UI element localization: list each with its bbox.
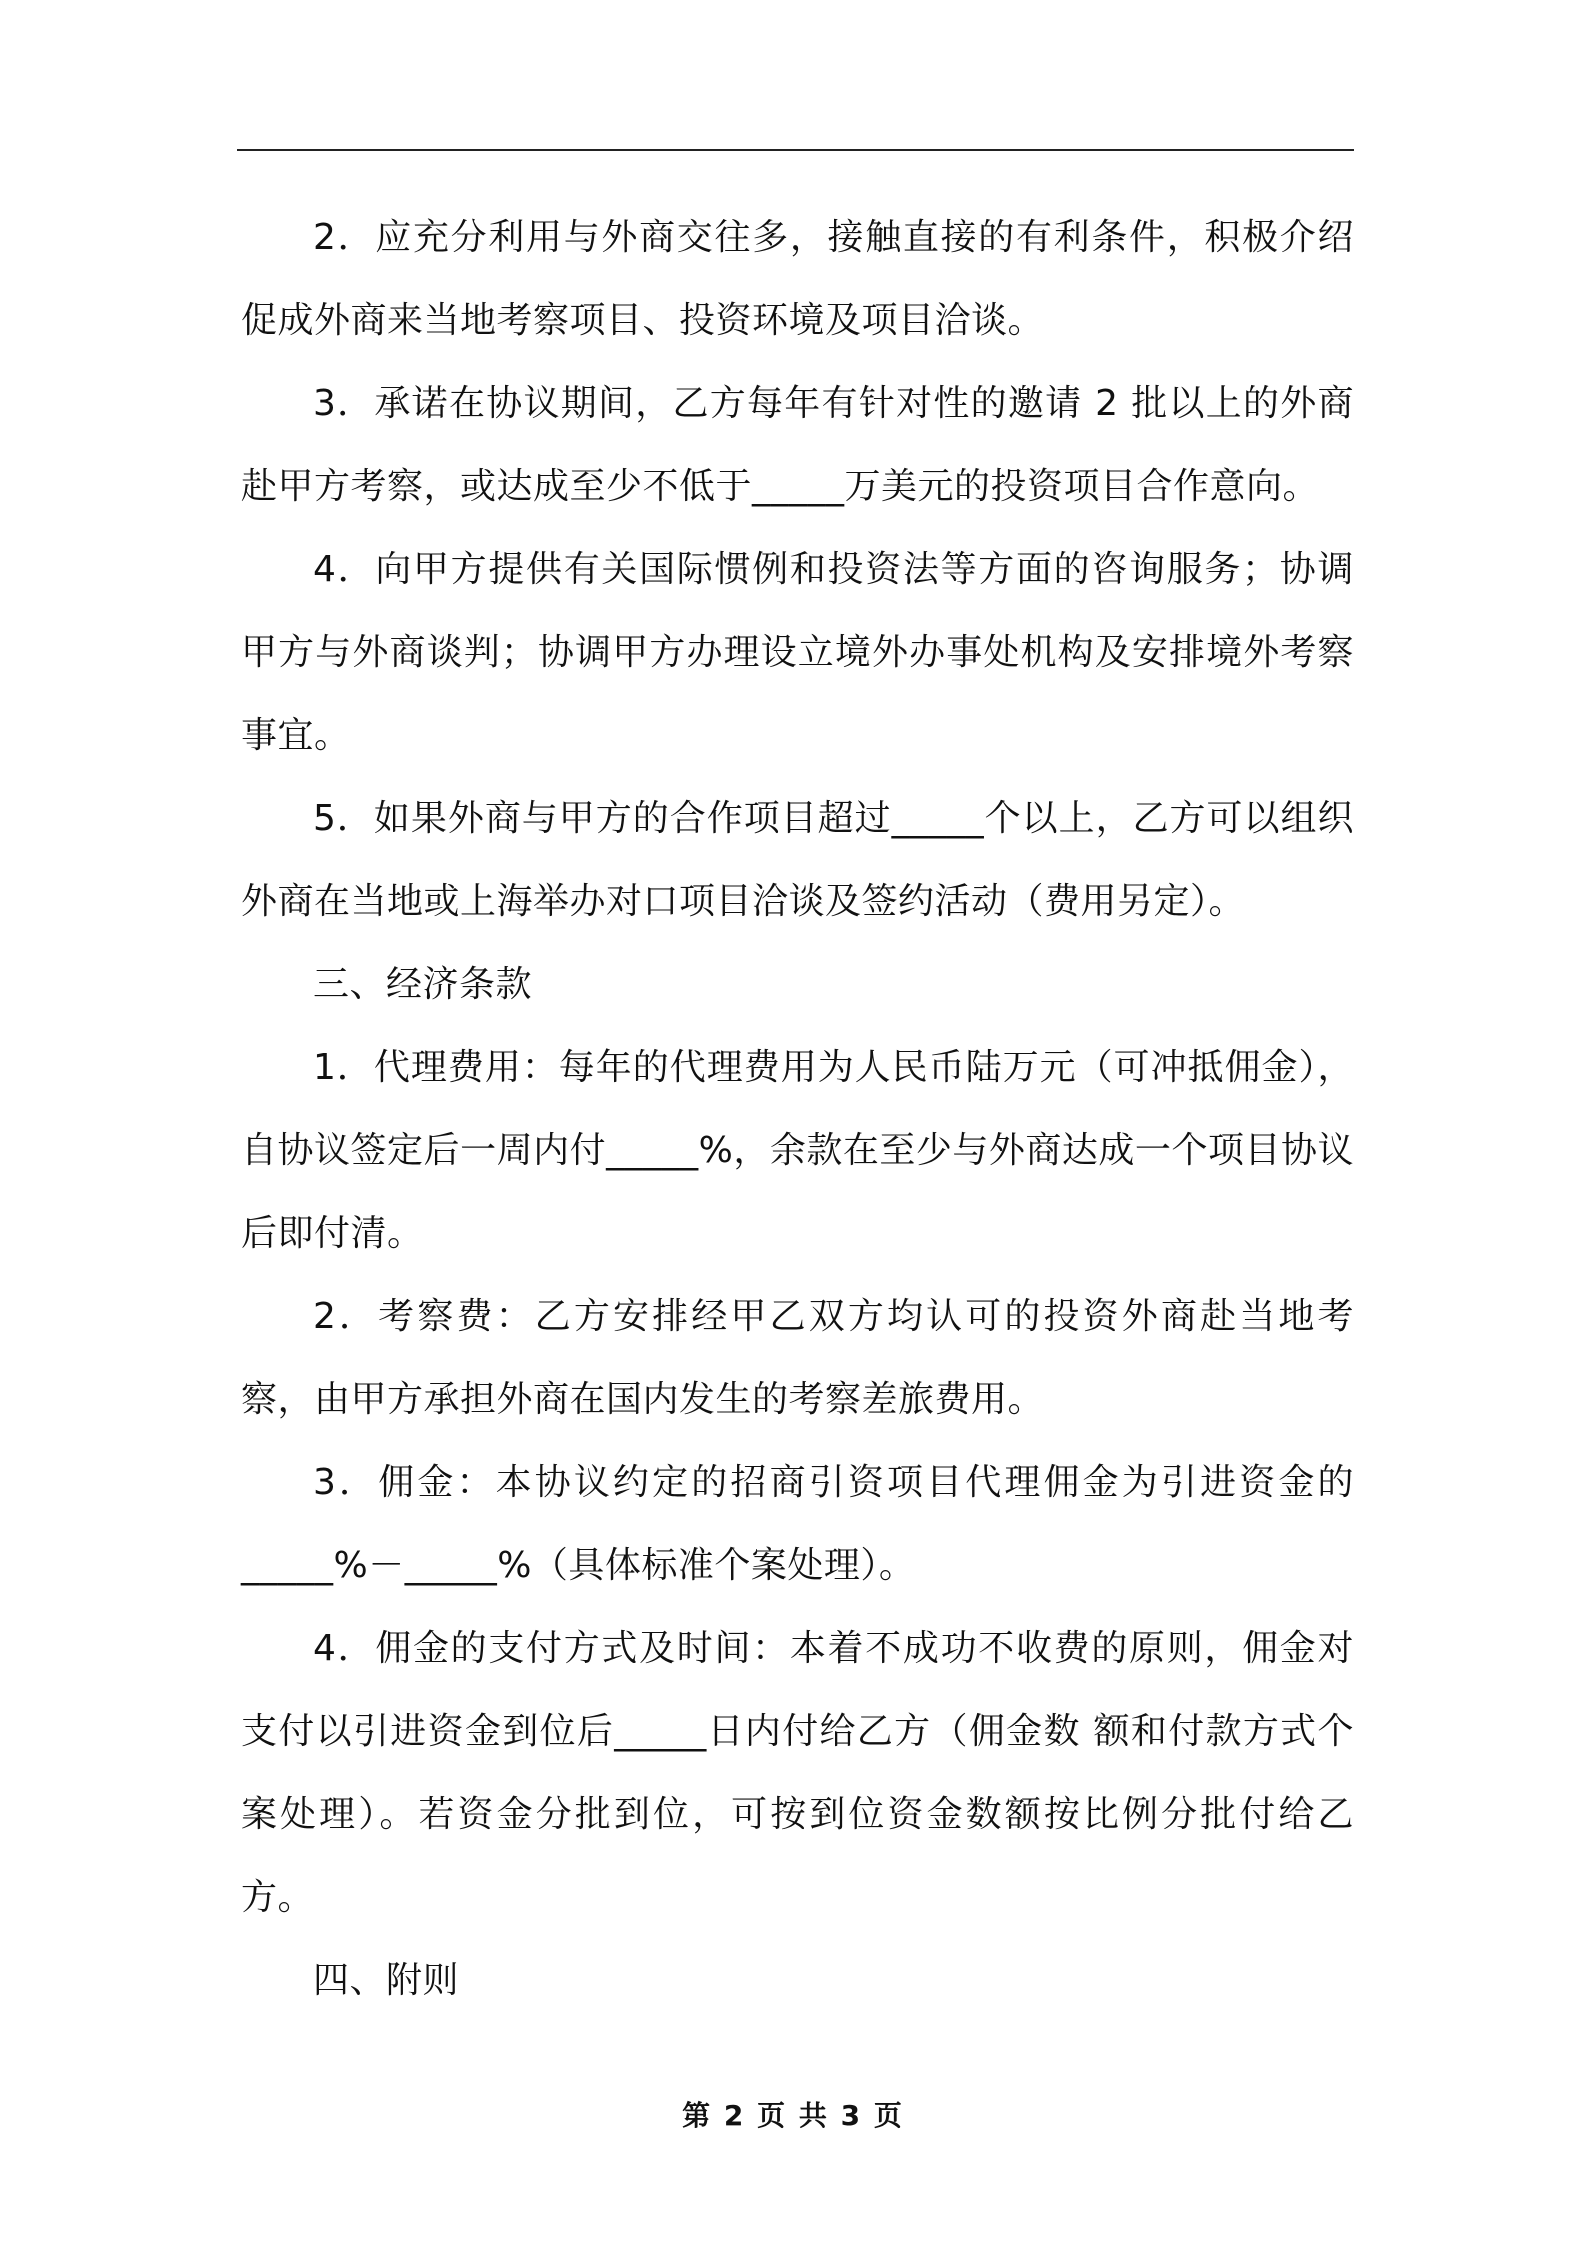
section-heading-supplementary: 四、附则 bbox=[313, 1960, 460, 2001]
paragraph-commission: 3．佣金：本协议约定的招商引资项目代理佣金为引进资金的_____%－_____%（具体标准个案处理）。 bbox=[241, 1462, 1354, 1586]
paragraph-agency-fee: 1．代理费用：每年的代理费用为人民币陆万元（可冲抵佣金），自协议签定后一周内付_____%，余款在至少与外商达成一个项目协议后即付清。 bbox=[241, 1047, 1354, 1254]
paragraph-inspection-fee: 2．考察费：乙方安排经甲乙双方均认可的投资外商赴当地考察，由甲方承担外商在国内发生的考察差旅费用。 bbox=[241, 1296, 1354, 1420]
section-heading-economic-terms: 三、经济条款 bbox=[313, 964, 533, 1005]
paragraph-item-5: 5．如果外商与甲方的合作项目超过_____个以上，乙方可以组织外商在当地或上海举办对口项目洽谈及签约活动（费用另定）。 bbox=[241, 798, 1354, 922]
document-body bbox=[241, 196, 1354, 2022]
page-number-footer: 第 2 页 共 3 页 bbox=[682, 2099, 904, 2132]
paragraph-item-2: 2．应充分利用与外商交往多，接触直接的有利条件，积极介绍促成外商来当地考察项目、投资环境及项目洽谈。 bbox=[241, 217, 1354, 341]
paragraph-item-3: 3．承诺在协议期间，乙方每年有针对性的邀请 2 批以上的外商赴甲方考察，或达成至少不低于_____万美元的投资项目合作意向。 bbox=[241, 383, 1354, 507]
header-rule bbox=[237, 149, 1354, 151]
paragraph-commission-payment: 4．佣金的支付方式及时间：本着不成功不收费的原则，佣金对支付以引进资金到位后_____日内付给乙方（佣金数 额和付款方式个案处理）。若资金分批到位，可按到位资金数额按比例分批付给乙方。 bbox=[241, 1628, 1354, 1918]
paragraph-item-4: 4．向甲方提供有关国际惯例和投资法等方面的咨询服务；协调甲方与外商谈判；协调甲方办理设立境外办事处机构及安排境外考察事宜。 bbox=[241, 549, 1354, 756]
